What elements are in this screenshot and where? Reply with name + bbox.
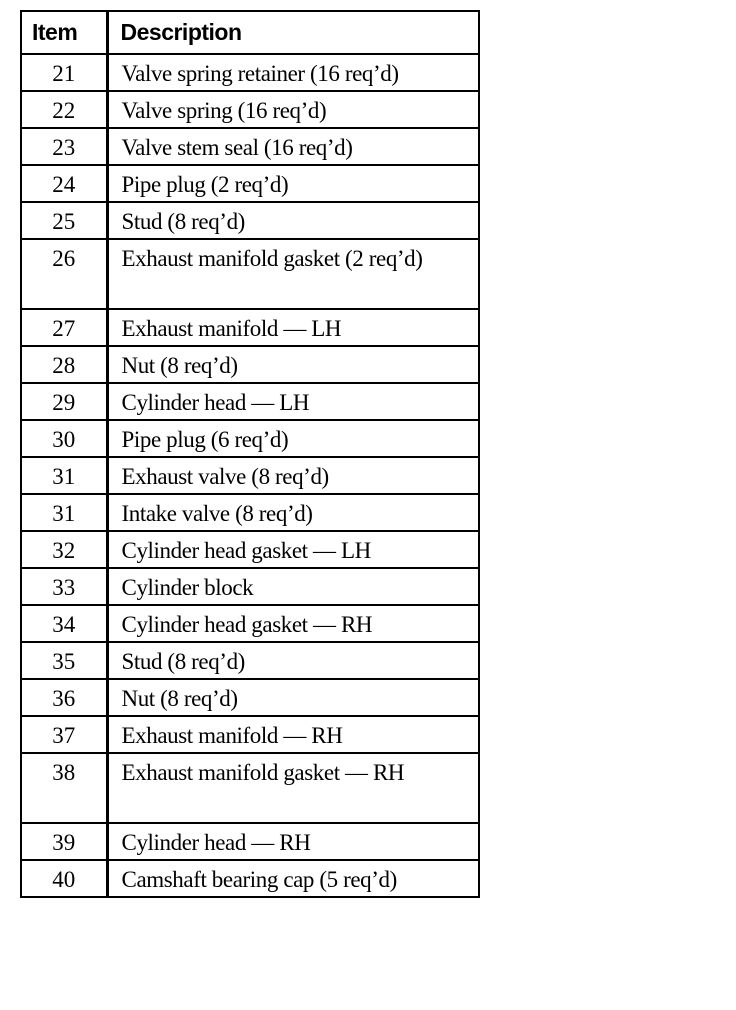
table-row [21, 309, 479, 346]
description-cell: Nut (8 req’d) [107, 679, 479, 716]
item-number-cell: 39 [21, 823, 107, 860]
parts-table [20, 10, 480, 898]
table-row [21, 202, 479, 239]
table-row [21, 346, 479, 383]
table-row [21, 823, 479, 860]
item-number-cell: 34 [21, 605, 107, 642]
item-number-cell: 38 [21, 753, 107, 823]
item-number-cell: 28 [21, 346, 107, 383]
item-number-cell: 35 [21, 642, 107, 679]
description-cell: Valve spring retainer (16 req’d) [107, 54, 479, 91]
description-cell: Cylinder block [107, 568, 479, 605]
description-cell: Pipe plug (6 req’d) [107, 420, 479, 457]
table-row [21, 494, 479, 531]
item-number-cell: 22 [21, 91, 107, 128]
table-row [21, 239, 479, 309]
description-cell: Stud (8 req’d) [107, 642, 479, 679]
description-cell: Exhaust manifold gasket (2 req’d) [107, 239, 479, 309]
table-row [21, 165, 479, 202]
item-number-cell: 32 [21, 531, 107, 568]
description-cell: Stud (8 req’d) [107, 202, 479, 239]
table-row [21, 605, 479, 642]
description-cell: Exhaust manifold — RH [107, 716, 479, 753]
table-row [21, 860, 479, 897]
table-row [21, 420, 479, 457]
table-row [21, 128, 479, 165]
description-cell: Camshaft bearing cap (5 req’d) [107, 860, 479, 897]
description-cell: Exhaust manifold gasket — RH [107, 753, 479, 823]
table-row [21, 679, 479, 716]
description-cell: Intake valve (8 req’d) [107, 494, 479, 531]
item-number-cell: 29 [21, 383, 107, 420]
column-header-item: Item [21, 11, 107, 54]
column-header-description: Description [107, 11, 479, 54]
table-row [21, 91, 479, 128]
table-row [21, 642, 479, 679]
description-cell: Valve stem seal (16 req’d) [107, 128, 479, 165]
description-cell: Pipe plug (2 req’d) [107, 165, 479, 202]
item-number-cell: 26 [21, 239, 107, 309]
item-number-cell: 21 [21, 54, 107, 91]
description-cell: Cylinder head gasket — RH [107, 605, 479, 642]
item-number-cell: 37 [21, 716, 107, 753]
description-cell: Cylinder head — RH [107, 823, 479, 860]
item-number-cell: 25 [21, 202, 107, 239]
item-number-cell: 40 [21, 860, 107, 897]
item-number-cell: 24 [21, 165, 107, 202]
item-number-cell: 31 [21, 494, 107, 531]
item-number-cell: 27 [21, 309, 107, 346]
description-cell: Cylinder head gasket — LH [107, 531, 479, 568]
item-number-cell: 36 [21, 679, 107, 716]
item-number-cell: 30 [21, 420, 107, 457]
description-cell: Valve spring (16 req’d) [107, 91, 479, 128]
table-row [21, 568, 479, 605]
table-row [21, 383, 479, 420]
table-row [21, 753, 479, 823]
table-header-row [21, 11, 479, 54]
table-row [21, 457, 479, 494]
item-number-cell: 31 [21, 457, 107, 494]
description-cell: Cylinder head — LH [107, 383, 479, 420]
table-row [21, 54, 479, 91]
table-row [21, 716, 479, 753]
item-number-cell: 23 [21, 128, 107, 165]
description-cell: Nut (8 req’d) [107, 346, 479, 383]
item-number-cell: 33 [21, 568, 107, 605]
description-cell: Exhaust valve (8 req’d) [107, 457, 479, 494]
table-row [21, 531, 479, 568]
description-cell: Exhaust manifold — LH [107, 309, 479, 346]
